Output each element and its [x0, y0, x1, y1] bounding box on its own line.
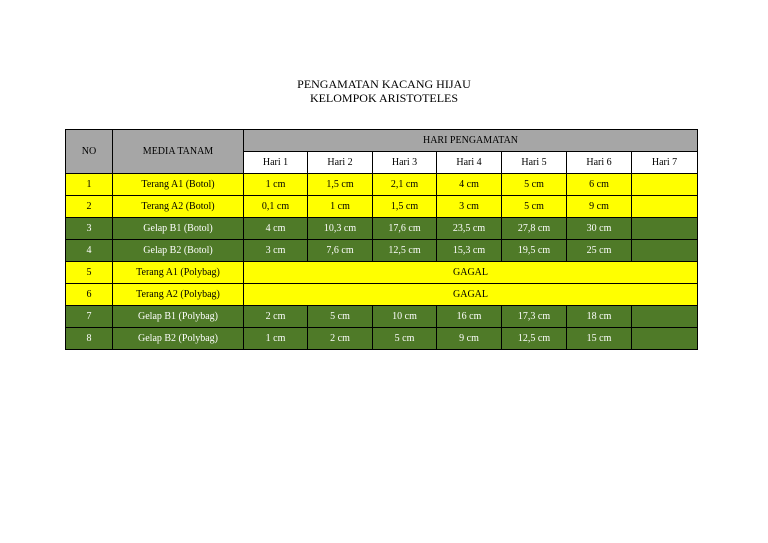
row-media-cell: Gelap B2 (Polybag)	[113, 328, 244, 350]
title-line-1: PENGAMATAN KACANG HIJAU	[297, 77, 471, 91]
row-value-cell: 15,3 cm	[437, 240, 502, 262]
row-value-cell: 1 cm	[244, 328, 308, 350]
row-media-cell: Terang A1 (Polybag)	[113, 262, 244, 284]
row-value-cell: 18 cm	[567, 306, 632, 328]
row-value-cell: 5 cm	[373, 328, 437, 350]
row-media-cell: Gelap B1 (Botol)	[113, 218, 244, 240]
table-row	[66, 174, 698, 196]
row-value-cell: 3 cm	[244, 240, 308, 262]
header-day: Hari 4	[437, 152, 502, 174]
row-status-cell: GAGAL	[244, 262, 698, 284]
row-value-cell	[632, 218, 698, 240]
row-value-cell: 12,5 cm	[373, 240, 437, 262]
header-day: Hari 5	[502, 152, 567, 174]
row-value-cell: 19,5 cm	[502, 240, 567, 262]
row-value-cell: 23,5 cm	[437, 218, 502, 240]
row-value-cell: 10,3 cm	[308, 218, 373, 240]
row-no-cell: 3	[66, 218, 113, 240]
header-media-tanam: MEDIA TANAM	[113, 130, 244, 174]
row-value-cell: 2 cm	[308, 328, 373, 350]
row-no-cell: 5	[66, 262, 113, 284]
table-row	[66, 328, 698, 350]
row-no-cell: 6	[66, 284, 113, 306]
title-line-2: KELOMPOK ARISTOTELES	[309, 91, 459, 105]
header-day: Hari 2	[308, 152, 373, 174]
header-no: NO	[66, 130, 113, 174]
row-value-cell	[632, 328, 698, 350]
row-value-cell: 1 cm	[244, 174, 308, 196]
header-day: Hari 1	[244, 152, 308, 174]
row-value-cell: 12,5 cm	[502, 328, 567, 350]
table-row	[66, 306, 698, 328]
row-value-cell	[632, 196, 698, 218]
header-hari-pengamatan: HARI PENGAMATAN	[244, 130, 698, 152]
table-body	[66, 130, 698, 350]
header-day: Hari 3	[373, 152, 437, 174]
row-value-cell: 16 cm	[437, 306, 502, 328]
table-row	[66, 218, 698, 240]
row-value-cell: 0,1 cm	[244, 196, 308, 218]
row-value-cell: 4 cm	[437, 174, 502, 196]
row-media-cell: Terang A2 (Botol)	[113, 196, 244, 218]
table-row	[66, 240, 698, 262]
row-value-cell: 5 cm	[308, 306, 373, 328]
row-value-cell: 5 cm	[502, 174, 567, 196]
header-day: Hari 6	[567, 152, 632, 174]
row-value-cell: 17,6 cm	[373, 218, 437, 240]
row-status-cell: GAGAL	[244, 284, 698, 306]
row-no-cell: 8	[66, 328, 113, 350]
row-no-cell: 2	[66, 196, 113, 218]
table-row	[66, 262, 698, 284]
title-block	[0, 77, 768, 105]
row-value-cell: 17,3 cm	[502, 306, 567, 328]
header-row	[66, 130, 698, 152]
row-value-cell: 10 cm	[373, 306, 437, 328]
row-value-cell: 4 cm	[244, 218, 308, 240]
row-no-cell: 4	[66, 240, 113, 262]
row-value-cell: 9 cm	[437, 328, 502, 350]
row-value-cell	[632, 240, 698, 262]
row-no-cell: 7	[66, 306, 113, 328]
row-value-cell	[632, 306, 698, 328]
row-value-cell: 9 cm	[567, 196, 632, 218]
row-value-cell: 1 cm	[308, 196, 373, 218]
row-value-cell: 15 cm	[567, 328, 632, 350]
row-value-cell: 2 cm	[244, 306, 308, 328]
row-media-cell: Terang A1 (Botol)	[113, 174, 244, 196]
observation-table	[65, 129, 698, 350]
row-media-cell: Terang A2 (Polybag)	[113, 284, 244, 306]
table-row	[66, 284, 698, 306]
row-value-cell: 1,5 cm	[308, 174, 373, 196]
row-value-cell: 7,6 cm	[308, 240, 373, 262]
row-value-cell: 2,1 cm	[373, 174, 437, 196]
row-media-cell: Gelap B2 (Botol)	[113, 240, 244, 262]
row-value-cell: 5 cm	[502, 196, 567, 218]
row-no-cell: 1	[66, 174, 113, 196]
row-value-cell	[632, 174, 698, 196]
row-value-cell: 25 cm	[567, 240, 632, 262]
row-value-cell: 6 cm	[567, 174, 632, 196]
row-media-cell: Gelap B1 (Polybag)	[113, 306, 244, 328]
row-value-cell: 1,5 cm	[373, 196, 437, 218]
table-row	[66, 196, 698, 218]
row-value-cell: 3 cm	[437, 196, 502, 218]
row-value-cell: 27,8 cm	[502, 218, 567, 240]
header-day: Hari 7	[632, 152, 698, 174]
row-value-cell: 30 cm	[567, 218, 632, 240]
